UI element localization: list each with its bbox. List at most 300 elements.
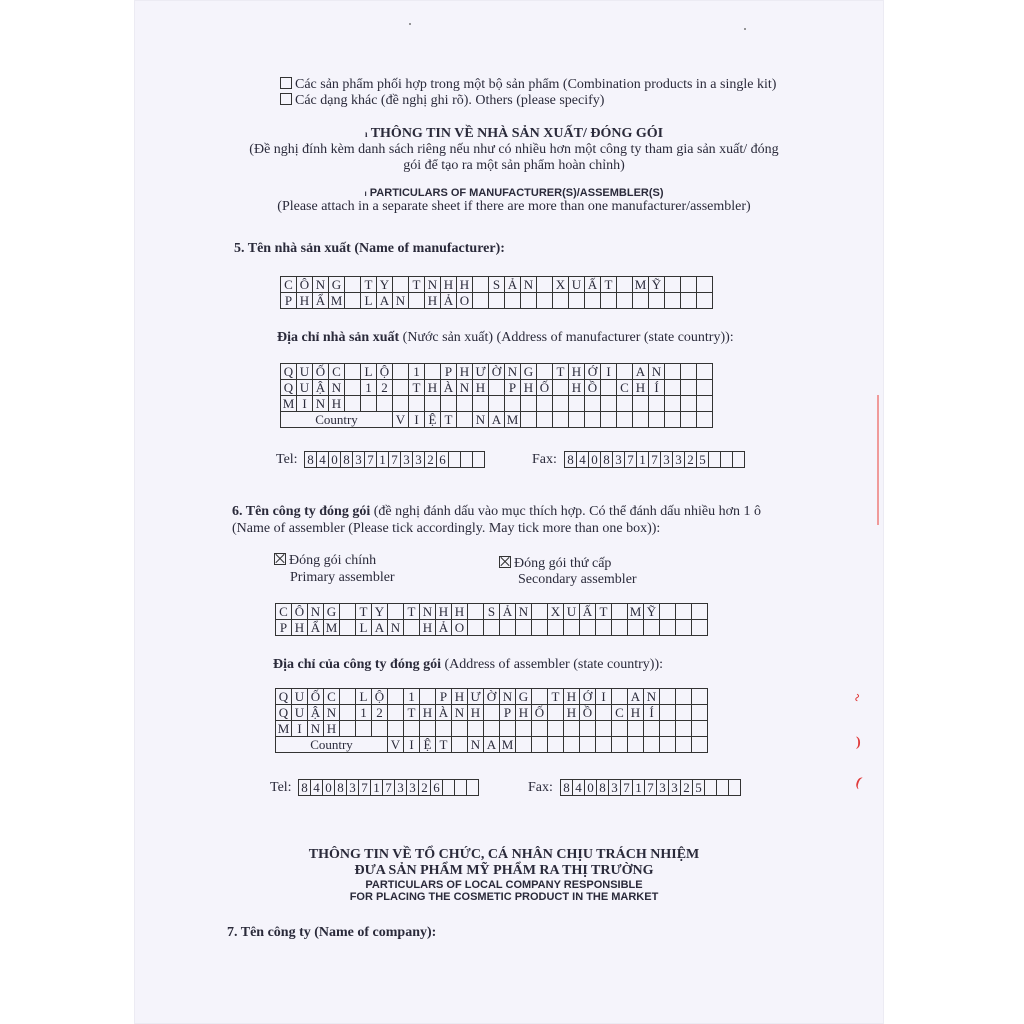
grid-cell[interactable]	[500, 620, 516, 636]
grid-cell[interactable]: N	[393, 293, 409, 309]
grid-cell[interactable]: M	[324, 620, 340, 636]
grid-cell[interactable]	[676, 604, 692, 620]
secondary-assembler-checkbox[interactable]	[499, 556, 511, 568]
grid-cell[interactable]: P	[500, 705, 516, 721]
grid-cell[interactable]	[372, 721, 388, 737]
grid-cell[interactable]	[404, 620, 420, 636]
grid-cell[interactable]	[468, 721, 484, 737]
grid-cell[interactable]	[633, 293, 649, 309]
grid-cell[interactable]: Ố	[313, 364, 329, 380]
country-cell[interactable]	[692, 737, 708, 753]
phone-digit-cell[interactable]: 3	[673, 452, 685, 468]
grid-cell[interactable]: H	[452, 689, 468, 705]
grid-cell[interactable]	[612, 620, 628, 636]
grid-cell[interactable]: H	[452, 604, 468, 620]
grid-cell[interactable]: T	[404, 705, 420, 721]
phone-digit-cell[interactable]: 5	[697, 452, 709, 468]
grid-cell[interactable]	[452, 721, 468, 737]
phone-digit-cell[interactable]: 3	[609, 780, 621, 796]
phone-digit-cell[interactable]: 1	[371, 780, 383, 796]
grid-cell[interactable]: H	[425, 293, 441, 309]
phone-digit-cell[interactable]: 3	[657, 780, 669, 796]
grid-cell[interactable]: 1	[409, 364, 425, 380]
grid-cell[interactable]: Q	[281, 364, 297, 380]
grid-cell[interactable]	[628, 721, 644, 737]
grid-cell[interactable]	[548, 620, 564, 636]
country-cell[interactable]	[580, 737, 596, 753]
grid-cell[interactable]	[596, 705, 612, 721]
grid-cell[interactable]	[377, 396, 393, 412]
grid-cell[interactable]: N	[644, 689, 660, 705]
phone-digit-cell[interactable]: 3	[413, 452, 425, 468]
grid-cell[interactable]: A	[633, 364, 649, 380]
grid-cell[interactable]: H	[297, 293, 313, 309]
grid-cell[interactable]	[676, 689, 692, 705]
grid-cell[interactable]: C	[612, 705, 628, 721]
grid-cell[interactable]	[660, 689, 676, 705]
country-cell[interactable]	[532, 737, 548, 753]
grid-cell[interactable]	[564, 620, 580, 636]
grid-cell[interactable]: Ô	[292, 604, 308, 620]
grid-cell[interactable]	[548, 721, 564, 737]
grid-cell[interactable]: A	[372, 620, 388, 636]
grid-cell[interactable]: T	[553, 364, 569, 380]
grid-cell[interactable]	[356, 721, 372, 737]
grid-cell[interactable]	[612, 721, 628, 737]
grid-cell[interactable]	[521, 293, 537, 309]
grid-cell[interactable]: O	[452, 620, 468, 636]
grid-cell[interactable]: Y	[372, 604, 388, 620]
grid-cell[interactable]: Ư	[468, 689, 484, 705]
grid-cell[interactable]	[644, 620, 660, 636]
country-cell[interactable]	[617, 412, 633, 428]
grid-cell[interactable]: 1	[356, 705, 372, 721]
grid-cell[interactable]	[660, 620, 676, 636]
grid-cell[interactable]: Ộ	[377, 364, 393, 380]
grid-cell[interactable]: H	[329, 396, 345, 412]
grid-cell[interactable]	[697, 364, 713, 380]
grid-cell[interactable]: L	[356, 689, 372, 705]
phone-digit-cell[interactable]: 1	[633, 780, 645, 796]
grid-cell[interactable]: G	[329, 277, 345, 293]
phone-digit-cell[interactable]: 2	[685, 452, 697, 468]
grid-cell[interactable]	[425, 364, 441, 380]
grid-cell[interactable]: Ồ	[585, 380, 601, 396]
phone-digit-cell[interactable]	[705, 780, 717, 796]
country-cell[interactable]	[585, 412, 601, 428]
grid-cell[interactable]	[569, 293, 585, 309]
grid-cell[interactable]: Ố	[308, 689, 324, 705]
grid-cell[interactable]	[393, 277, 409, 293]
grid-cell[interactable]	[649, 293, 665, 309]
grid-cell[interactable]: Ố	[537, 380, 553, 396]
grid-cell[interactable]: Ả	[505, 277, 521, 293]
grid-cell[interactable]	[676, 721, 692, 737]
grid-cell[interactable]	[345, 364, 361, 380]
grid-cell[interactable]	[340, 604, 356, 620]
country-cell[interactable]	[633, 412, 649, 428]
grid-cell[interactable]	[617, 277, 633, 293]
checkbox-others[interactable]	[280, 93, 292, 105]
grid-cell[interactable]: 2	[372, 705, 388, 721]
grid-cell[interactable]: À	[436, 705, 452, 721]
grid-cell[interactable]: U	[292, 705, 308, 721]
grid-cell[interactable]: Ớ	[580, 689, 596, 705]
grid-cell[interactable]: N	[505, 364, 521, 380]
phone-digit-cell[interactable]: 7	[645, 780, 657, 796]
grid-cell[interactable]: P	[436, 689, 452, 705]
grid-cell[interactable]	[468, 620, 484, 636]
phone-digit-cell[interactable]	[467, 780, 479, 796]
grid-cell[interactable]: I	[297, 396, 313, 412]
country-cell[interactable]	[681, 412, 697, 428]
grid-cell[interactable]: 2	[377, 380, 393, 396]
grid-cell[interactable]: Ộ	[372, 689, 388, 705]
grid-cell[interactable]	[665, 293, 681, 309]
grid-cell[interactable]: G	[521, 364, 537, 380]
country-cell[interactable]	[601, 412, 617, 428]
grid-cell[interactable]: C	[281, 277, 297, 293]
phone-digit-cell[interactable]: 3	[353, 452, 365, 468]
grid-cell[interactable]	[404, 721, 420, 737]
phone-digit-cell[interactable]: 7	[359, 780, 371, 796]
grid-cell[interactable]	[532, 604, 548, 620]
grid-cell[interactable]: T	[361, 277, 377, 293]
grid-cell[interactable]	[521, 396, 537, 412]
grid-cell[interactable]	[340, 689, 356, 705]
grid-cell[interactable]: G	[516, 689, 532, 705]
grid-cell[interactable]	[697, 380, 713, 396]
grid-cell[interactable]	[441, 396, 457, 412]
grid-cell[interactable]: H	[457, 277, 473, 293]
country-cell[interactable]	[457, 412, 473, 428]
grid-cell[interactable]	[692, 705, 708, 721]
grid-cell[interactable]	[388, 705, 404, 721]
grid-cell[interactable]: Ồ	[580, 705, 596, 721]
grid-cell[interactable]: L	[361, 293, 377, 309]
phone-digit-cell[interactable]: 3	[669, 780, 681, 796]
grid-cell[interactable]: C	[329, 364, 345, 380]
grid-cell[interactable]	[489, 380, 505, 396]
phone-digit-cell[interactable]	[733, 452, 745, 468]
grid-cell[interactable]	[345, 380, 361, 396]
grid-cell[interactable]	[436, 721, 452, 737]
country-cell[interactable]	[628, 737, 644, 753]
grid-cell[interactable]: N	[388, 620, 404, 636]
grid-cell[interactable]	[665, 364, 681, 380]
country-cell[interactable]: N	[468, 737, 484, 753]
grid-cell[interactable]	[596, 620, 612, 636]
grid-cell[interactable]	[420, 689, 436, 705]
grid-cell[interactable]: S	[489, 277, 505, 293]
phone-digit-cell[interactable]: 2	[419, 780, 431, 796]
country-cell[interactable]	[665, 412, 681, 428]
country-cell[interactable]: A	[489, 412, 505, 428]
grid-cell[interactable]: N	[457, 380, 473, 396]
country-cell[interactable]	[649, 412, 665, 428]
grid-cell[interactable]: N	[324, 705, 340, 721]
grid-cell[interactable]	[409, 293, 425, 309]
phone-digit-cell[interactable]	[729, 780, 741, 796]
country-cell[interactable]: Ệ	[420, 737, 436, 753]
grid-cell[interactable]: T	[409, 277, 425, 293]
grid-cell[interactable]: Ả	[500, 604, 516, 620]
grid-cell[interactable]	[537, 396, 553, 412]
country-cell[interactable]: V	[393, 412, 409, 428]
grid-cell[interactable]	[553, 380, 569, 396]
grid-cell[interactable]	[484, 705, 500, 721]
country-cell[interactable]	[644, 737, 660, 753]
grid-cell[interactable]: C	[276, 604, 292, 620]
grid-cell[interactable]: Í	[649, 380, 665, 396]
grid-cell[interactable]	[612, 604, 628, 620]
primary-assembler-option[interactable]	[274, 553, 376, 569]
grid-cell[interactable]	[612, 689, 628, 705]
grid-cell[interactable]	[601, 380, 617, 396]
grid-cell[interactable]: Ậ	[313, 380, 329, 396]
grid-cell[interactable]	[665, 396, 681, 412]
grid-cell[interactable]	[692, 620, 708, 636]
grid-cell[interactable]	[692, 721, 708, 737]
grid-cell[interactable]	[420, 721, 436, 737]
phone-digit-cell[interactable]: 7	[365, 452, 377, 468]
phone-digit-cell[interactable]: 7	[649, 452, 661, 468]
country-cell[interactable]: I	[409, 412, 425, 428]
phone-digit-cell[interactable]: 4	[577, 452, 589, 468]
grid-cell[interactable]: T	[596, 604, 612, 620]
country-cell[interactable]	[697, 412, 713, 428]
grid-cell[interactable]	[681, 293, 697, 309]
grid-cell[interactable]: G	[324, 604, 340, 620]
grid-cell[interactable]	[457, 396, 473, 412]
grid-cell[interactable]: L	[361, 364, 377, 380]
grid-cell[interactable]: Ố	[532, 705, 548, 721]
grid-cell[interactable]	[548, 705, 564, 721]
grid-cell[interactable]: H	[569, 364, 585, 380]
grid-cell[interactable]: H	[628, 705, 644, 721]
grid-cell[interactable]	[393, 380, 409, 396]
grid-cell[interactable]	[660, 604, 676, 620]
grid-cell[interactable]: H	[516, 705, 532, 721]
grid-cell[interactable]	[660, 705, 676, 721]
grid-cell[interactable]: N	[420, 604, 436, 620]
country-cell[interactable]	[660, 737, 676, 753]
phone-digit-cell[interactable]: 8	[601, 452, 613, 468]
grid-cell[interactable]: U	[564, 604, 580, 620]
grid-cell[interactable]	[345, 396, 361, 412]
grid-cell[interactable]: H	[564, 705, 580, 721]
phone-digit-cell[interactable]: 7	[621, 780, 633, 796]
country-cell[interactable]	[537, 412, 553, 428]
country-cell[interactable]	[548, 737, 564, 753]
grid-cell[interactable]	[489, 396, 505, 412]
phone-digit-cell[interactable]: 3	[401, 452, 413, 468]
country-cell[interactable]	[569, 412, 585, 428]
grid-cell[interactable]: I	[601, 364, 617, 380]
grid-cell[interactable]: U	[569, 277, 585, 293]
country-cell[interactable]: N	[473, 412, 489, 428]
grid-cell[interactable]: Ớ	[585, 364, 601, 380]
grid-cell[interactable]: Ư	[473, 364, 489, 380]
phone-digit-cell[interactable]: 8	[597, 780, 609, 796]
primary-assembler-checkbox[interactable]	[274, 553, 286, 565]
grid-cell[interactable]: 1	[361, 380, 377, 396]
country-cell[interactable]: M	[505, 412, 521, 428]
grid-cell[interactable]	[345, 293, 361, 309]
grid-cell[interactable]	[489, 293, 505, 309]
grid-cell[interactable]: I	[292, 721, 308, 737]
grid-cell[interactable]	[697, 277, 713, 293]
phone-digit-cell[interactable]: 1	[637, 452, 649, 468]
grid-cell[interactable]	[665, 380, 681, 396]
phone-digit-cell[interactable]: 2	[681, 780, 693, 796]
grid-cell[interactable]	[468, 604, 484, 620]
grid-cell[interactable]	[681, 364, 697, 380]
grid-cell[interactable]	[532, 721, 548, 737]
grid-cell[interactable]	[537, 364, 553, 380]
phone-digit-cell[interactable]: 6	[431, 780, 443, 796]
grid-cell[interactable]: 1	[404, 689, 420, 705]
country-cell[interactable]	[612, 737, 628, 753]
grid-cell[interactable]	[601, 396, 617, 412]
grid-cell[interactable]: P	[281, 293, 297, 309]
grid-cell[interactable]: H	[420, 705, 436, 721]
phone-digit-cell[interactable]: 6	[437, 452, 449, 468]
grid-cell[interactable]: H	[521, 380, 537, 396]
grid-cell[interactable]	[425, 396, 441, 412]
grid-cell[interactable]	[569, 396, 585, 412]
grid-cell[interactable]: N	[308, 721, 324, 737]
phone-digit-cell[interactable]	[443, 780, 455, 796]
grid-cell[interactable]: H	[425, 380, 441, 396]
grid-cell[interactable]	[500, 721, 516, 737]
phone-digit-cell[interactable]: 2	[425, 452, 437, 468]
grid-cell[interactable]: M	[329, 293, 345, 309]
grid-cell[interactable]	[345, 277, 361, 293]
country-cell[interactable]: I	[404, 737, 420, 753]
grid-cell[interactable]: Ấ	[585, 277, 601, 293]
country-cell[interactable]	[553, 412, 569, 428]
grid-cell[interactable]	[340, 721, 356, 737]
country-cell[interactable]: M	[500, 737, 516, 753]
grid-cell[interactable]	[585, 396, 601, 412]
grid-cell[interactable]: U	[292, 689, 308, 705]
grid-cell[interactable]	[516, 620, 532, 636]
phone-digit-cell[interactable]: 3	[395, 780, 407, 796]
grid-cell[interactable]: Q	[276, 689, 292, 705]
grid-cell[interactable]	[665, 277, 681, 293]
phone-digit-cell[interactable]: 7	[383, 780, 395, 796]
grid-cell[interactable]	[537, 293, 553, 309]
grid-cell[interactable]: Ô	[297, 277, 313, 293]
grid-cell[interactable]: Q	[276, 705, 292, 721]
phone-digit-cell[interactable]	[709, 452, 721, 468]
grid-cell[interactable]: O	[457, 293, 473, 309]
grid-cell[interactable]	[393, 364, 409, 380]
grid-cell[interactable]: M	[628, 604, 644, 620]
phone-digit-cell[interactable]: 3	[347, 780, 359, 796]
grid-cell[interactable]: N	[313, 277, 329, 293]
grid-cell[interactable]: P	[276, 620, 292, 636]
grid-cell[interactable]: X	[553, 277, 569, 293]
grid-cell[interactable]: Ờ	[484, 689, 500, 705]
country-cell[interactable]	[521, 412, 537, 428]
grid-cell[interactable]	[340, 705, 356, 721]
grid-cell[interactable]: U	[297, 364, 313, 380]
grid-cell[interactable]: I	[596, 689, 612, 705]
grid-cell[interactable]	[692, 604, 708, 620]
grid-cell[interactable]	[649, 396, 665, 412]
grid-cell[interactable]	[516, 721, 532, 737]
phone-digit-cell[interactable]: 1	[377, 452, 389, 468]
grid-cell[interactable]	[473, 396, 489, 412]
grid-cell[interactable]	[676, 620, 692, 636]
grid-cell[interactable]	[388, 604, 404, 620]
grid-cell[interactable]	[692, 689, 708, 705]
grid-cell[interactable]: T	[404, 604, 420, 620]
phone-digit-cell[interactable]	[455, 780, 467, 796]
phone-digit-cell[interactable]: 0	[585, 780, 597, 796]
phone-digit-cell[interactable]: 7	[389, 452, 401, 468]
grid-cell[interactable]: Ấ	[580, 604, 596, 620]
grid-cell[interactable]	[681, 396, 697, 412]
grid-cell[interactable]	[484, 721, 500, 737]
grid-cell[interactable]: Ỹ	[649, 277, 665, 293]
grid-cell[interactable]: M	[276, 721, 292, 737]
grid-cell[interactable]	[537, 277, 553, 293]
grid-cell[interactable]	[681, 380, 697, 396]
grid-cell[interactable]	[564, 721, 580, 737]
grid-cell[interactable]: A	[377, 293, 393, 309]
grid-cell[interactable]: H	[436, 604, 452, 620]
grid-cell[interactable]	[644, 721, 660, 737]
grid-cell[interactable]	[393, 396, 409, 412]
grid-cell[interactable]: H	[457, 364, 473, 380]
grid-cell[interactable]: Í	[644, 705, 660, 721]
grid-cell[interactable]: Ậ	[308, 705, 324, 721]
grid-cell[interactable]: C	[617, 380, 633, 396]
country-cell[interactable]	[676, 737, 692, 753]
country-cell[interactable]	[564, 737, 580, 753]
phone-digit-cell[interactable]: 0	[589, 452, 601, 468]
grid-cell[interactable]	[617, 364, 633, 380]
phone-digit-cell[interactable]: 8	[299, 780, 311, 796]
grid-cell[interactable]	[681, 277, 697, 293]
secondary-assembler-option[interactable]	[499, 556, 611, 572]
grid-cell[interactable]: H	[569, 380, 585, 396]
phone-digit-cell[interactable]: 4	[311, 780, 323, 796]
grid-cell[interactable]	[340, 620, 356, 636]
grid-cell[interactable]: U	[297, 380, 313, 396]
grid-cell[interactable]: H	[420, 620, 436, 636]
grid-cell[interactable]	[601, 293, 617, 309]
grid-cell[interactable]	[633, 396, 649, 412]
grid-cell[interactable]: N	[516, 604, 532, 620]
checkbox-combination[interactable]	[280, 77, 292, 89]
country-cell[interactable]: T	[441, 412, 457, 428]
grid-cell[interactable]: Ẩ	[313, 293, 329, 309]
grid-cell[interactable]: Ả	[436, 620, 452, 636]
grid-cell[interactable]: H	[441, 277, 457, 293]
grid-cell[interactable]: T	[356, 604, 372, 620]
grid-cell[interactable]	[617, 293, 633, 309]
grid-cell[interactable]: T	[548, 689, 564, 705]
phone-digit-cell[interactable]: 8	[335, 780, 347, 796]
phone-digit-cell[interactable]: 3	[661, 452, 673, 468]
grid-cell[interactable]: N	[313, 396, 329, 412]
grid-cell[interactable]: N	[649, 364, 665, 380]
grid-cell[interactable]: H	[473, 380, 489, 396]
